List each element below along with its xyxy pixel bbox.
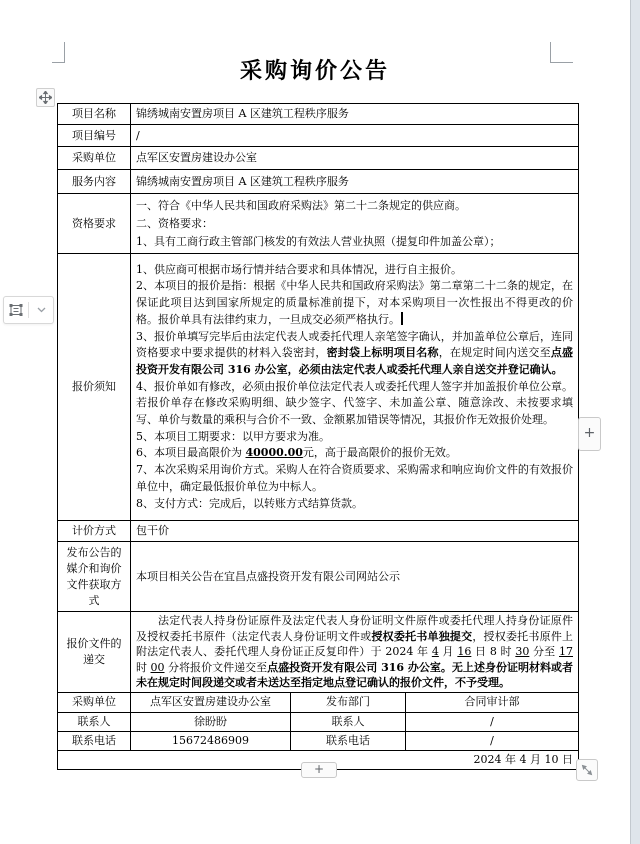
notice-item bbox=[136, 496, 573, 513]
text-segment: 8、支付方式：完成后，以转账方式结算货款。 bbox=[136, 496, 363, 510]
row-value: 锦绣城南安置房项目 A 区建筑工程秩序服务 bbox=[131, 170, 579, 194]
contact-label: 联系人 bbox=[58, 712, 131, 731]
contact-label: 发布部门 bbox=[291, 692, 406, 712]
table-resize-handle[interactable] bbox=[576, 759, 598, 781]
table-row-contacts bbox=[58, 712, 579, 731]
notice-item bbox=[136, 379, 573, 429]
row-label: 资格要求 bbox=[58, 194, 131, 254]
text-segment: 法定代表人持身份证原件及法定代表人身份证明文件原件或委托代理人持身份证原件及授权委托书原件（法定代表人身份证明文件或 bbox=[136, 614, 574, 643]
notice-item bbox=[136, 462, 573, 495]
submission-content bbox=[131, 612, 579, 693]
table-border-toolbar bbox=[3, 296, 54, 324]
contact-value: 徐盼盼 bbox=[131, 712, 291, 731]
row-value: / bbox=[131, 125, 579, 147]
chevron-down-icon bbox=[37, 307, 46, 313]
text-segment: 日 8 时 bbox=[471, 645, 516, 659]
contact-value: 点军区安置房建设办公室 bbox=[131, 692, 291, 712]
text-segment: 分将报价文件递交至 bbox=[164, 660, 268, 674]
row-label: 报价文件的递交 bbox=[58, 612, 131, 693]
add-row-button[interactable]: + bbox=[301, 762, 337, 778]
table-move-handle[interactable] bbox=[36, 88, 55, 107]
announcement-date: 2024 年 4 月 10 日 bbox=[58, 750, 579, 769]
row-label: 计价方式 bbox=[58, 521, 131, 542]
table-row bbox=[58, 104, 579, 125]
notice-item bbox=[136, 445, 573, 462]
deadline-month: 4 bbox=[431, 645, 439, 659]
page-title: 采购询价公告 bbox=[239, 58, 390, 84]
text-segment: 1、供应商可根据市场行情并结合要求和具体情况，进行自主报价。 bbox=[136, 262, 462, 276]
contact-value: 15672486909 bbox=[131, 731, 291, 750]
text-segment: 点盛投资开发有限公司 316 办公室，必须由法定代表人或委托代理人亲自送交并登记确认。 bbox=[136, 346, 574, 376]
deadline-day: 16 bbox=[457, 645, 472, 659]
notice-item bbox=[136, 429, 573, 446]
text-segment: 7、本次采购采用询价方式。采购人在符合资质要求、采购需求和响应询价文件的有效报价单位中，确定最低报价单位为中标人。 bbox=[136, 463, 574, 493]
table-row bbox=[58, 521, 579, 542]
table-row-contacts bbox=[58, 692, 579, 712]
text-segment: 授权委托书单独提交 bbox=[371, 629, 473, 643]
table-border-dropdown-button[interactable] bbox=[31, 299, 51, 321]
contact-value: / bbox=[406, 731, 579, 750]
notice-item bbox=[136, 278, 573, 328]
text-segment: 5、本项目工期要求：以甲方要求为准。 bbox=[136, 429, 330, 443]
notice-content bbox=[131, 254, 579, 521]
table-row-submission bbox=[58, 612, 579, 693]
toolbar-divider bbox=[28, 302, 29, 318]
table-row-media bbox=[58, 542, 579, 612]
text-segment: ，授权委托书原件上附法定代表人、委托代理人身份证正反复印件）于 2024 年 bbox=[136, 629, 574, 659]
contact-label: 采购单位 bbox=[58, 692, 131, 712]
row-value: 包干价 bbox=[131, 521, 579, 542]
diagonal-resize-icon bbox=[581, 764, 593, 776]
row-value: 锦绣城南安置房项目 A 区建筑工程秩序服务 bbox=[131, 104, 579, 125]
add-column-button[interactable]: + bbox=[578, 417, 601, 451]
max-price-value: 40000.00 bbox=[245, 446, 303, 460]
text-segment: ，在规定时间内送交至 bbox=[438, 346, 551, 360]
text-segment: 3、报价单填写完毕后由法定代表人或委托代理人亲笔签字确认，并加盖单位公章后，连同资格要求中要求提供的材料入袋密封， bbox=[136, 329, 574, 360]
text-segment: 月 bbox=[438, 645, 458, 659]
row-label: 服务内容 bbox=[58, 170, 131, 194]
four-way-move-arrow-icon bbox=[39, 91, 52, 104]
text-segment: 元，高于最高限价的报价无效。 bbox=[302, 446, 457, 460]
table-row bbox=[58, 170, 579, 194]
table-row bbox=[58, 147, 579, 170]
row-label: 报价须知 bbox=[58, 254, 131, 521]
qualification-content bbox=[131, 194, 579, 254]
table-row-notice bbox=[58, 254, 579, 521]
contact-value: / bbox=[406, 712, 579, 731]
text-cursor bbox=[401, 312, 403, 325]
notice-item bbox=[136, 262, 573, 279]
text-line: 二、资格要求： bbox=[136, 216, 213, 230]
text-segment: 密封袋上标明项目名称 bbox=[326, 346, 439, 360]
contact-label: 联系电话 bbox=[58, 731, 131, 750]
text-segment: 2、本项目的报价是指：根据《中华人民共和国政府采购法》第二章第二十二条的规定，在保证此项目达到国家所规定的质量标准前提下，对本采购项目一次性报出不得更改的价格。报价单具有法律约束力，一旦成交必须严格执行。 bbox=[136, 279, 574, 326]
row-value: 本项目相关公告在宜昌点盛投资开发有限公司网站公示 bbox=[131, 542, 579, 612]
text-line: 一、符合《中华人民共和国政府采购法》第二十二条规定的供应商。 bbox=[136, 198, 466, 212]
row-value: 点军区安置房建设办公室 bbox=[131, 147, 579, 170]
deadline-minute-start: 30 bbox=[515, 645, 530, 659]
table-border-select-button[interactable] bbox=[6, 299, 26, 321]
text-segment: 6、本项目最高限价为 bbox=[136, 446, 246, 460]
table-row-contacts bbox=[58, 731, 579, 750]
row-label: 项目编号 bbox=[58, 125, 131, 147]
contact-label: 联系人 bbox=[291, 712, 406, 731]
notice-item bbox=[136, 329, 573, 379]
deadline-hour-end: 17 bbox=[559, 645, 574, 659]
window-edge-strip bbox=[630, 0, 640, 844]
contact-label: 联系电话 bbox=[291, 731, 406, 750]
row-label: 采购单位 bbox=[58, 147, 131, 170]
text-line: 1、具有工商行政主管部门核发的有效法人营业执照（提复印件加盖公章）； bbox=[136, 234, 501, 248]
table-row bbox=[58, 125, 579, 147]
table-border-select-icon bbox=[8, 302, 24, 318]
procurement-table bbox=[57, 103, 579, 770]
table-row-qualification bbox=[58, 194, 579, 254]
text-segment: 4、报价单如有修改，必须由报价单位法定代表人或委托代理人签字并加盖报价单位公章。若报价单存在修改采购明细、缺少签字、代签字、未加盖公章、随意涂改、未按要求填写、单价与数量的乘积与合价不一致、金额累加错误等情况，其报价作无效报价处理。 bbox=[136, 379, 574, 427]
text-segment: 点盛投资开发有限公司 316 办公室。无上述身份证明材料或者未在规定时间段递交或者未送达至指定地点登记确认的报价文件，不予受理。 bbox=[136, 660, 574, 690]
text-segment: 分至 bbox=[529, 645, 560, 659]
contact-value: 合同审计部 bbox=[406, 692, 579, 712]
text-segment: 时 bbox=[136, 660, 151, 674]
deadline-minute-end: 00 bbox=[150, 660, 165, 674]
row-label: 发布公告的媒介和询价文件获取方式 bbox=[58, 542, 131, 612]
row-label: 项目名称 bbox=[58, 104, 131, 125]
submission-paragraph bbox=[136, 613, 573, 691]
